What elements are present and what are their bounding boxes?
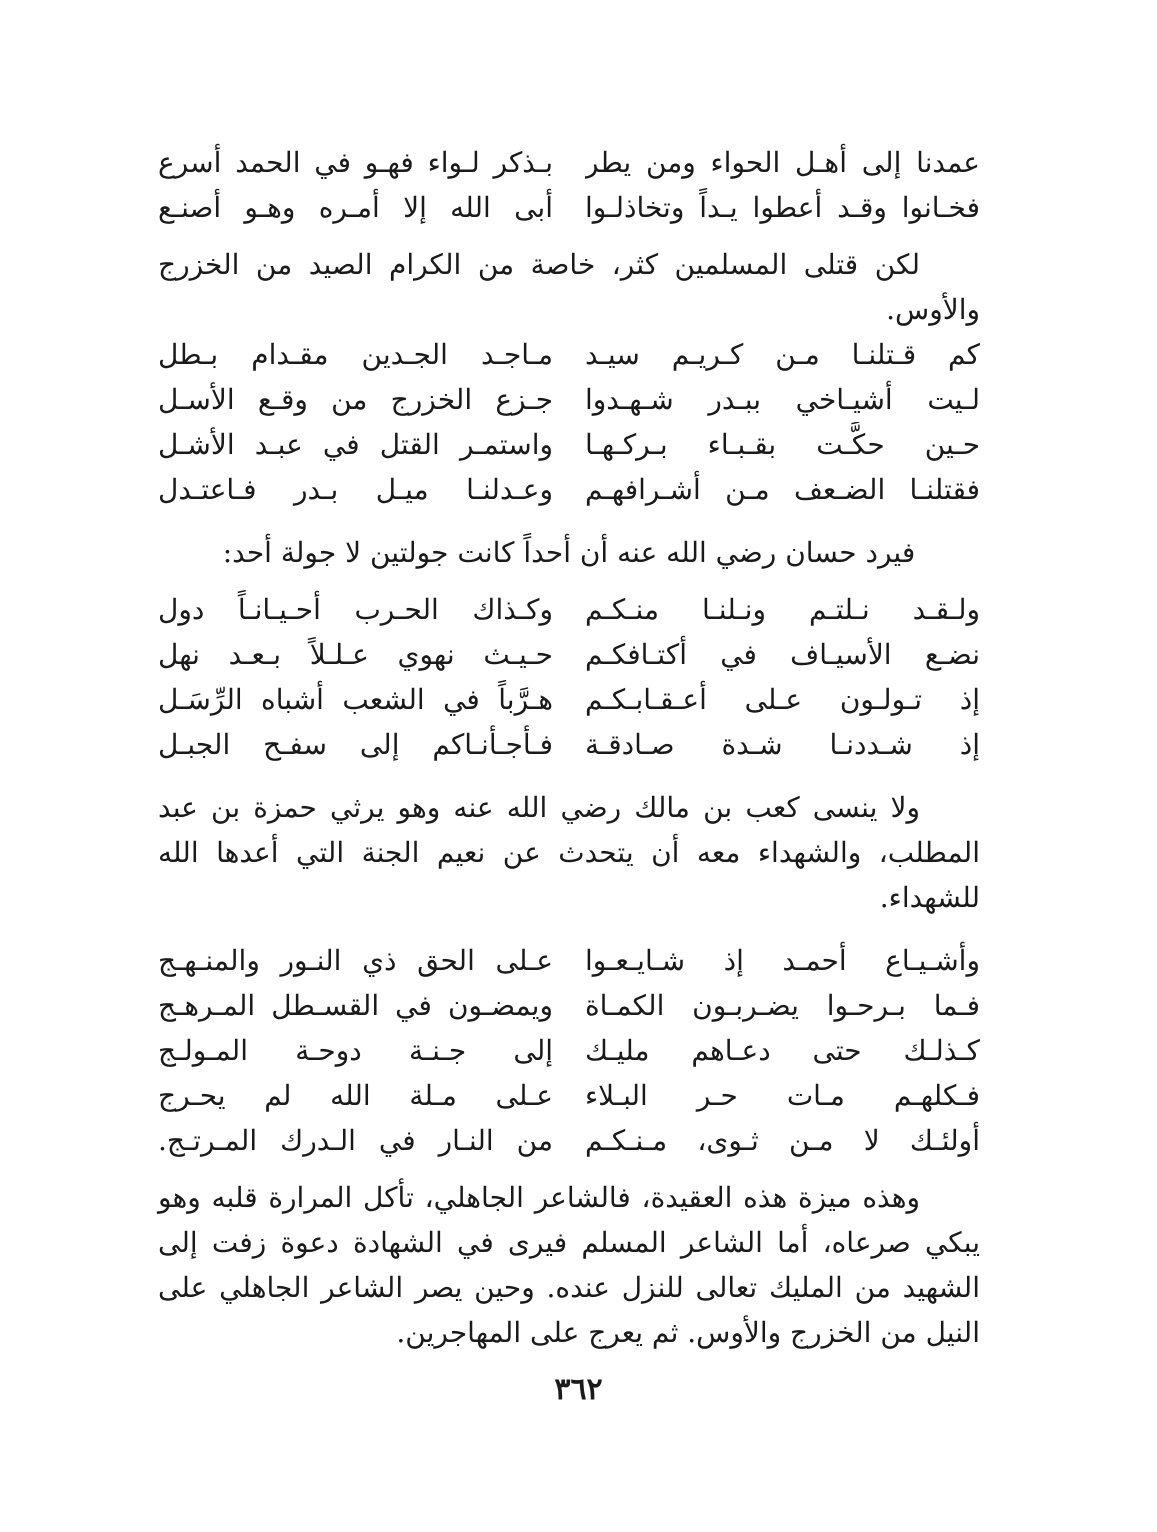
second-hemistich: إلى جـنـة دوحـة المـولـج <box>158 1034 553 1067</box>
first-hemistich: وأشـيـاع أحمـد إذ شـايـعـوا <box>585 944 980 977</box>
second-hemistich: بـذكر لـواء فهـو في الحمد أسرع <box>158 146 553 179</box>
first-hemistich: نضـع الأسيـاف في أكتـافكـم <box>585 638 980 671</box>
verse-line <box>158 1028 980 1073</box>
poem-2 <box>158 332 980 512</box>
second-hemistich: حـيـث نهوي عـلـلاً بـعـد نهل <box>158 638 553 671</box>
verse-line <box>158 587 980 632</box>
verse-line <box>158 677 980 722</box>
second-hemistich: من النـار في الـدرك المـرتـج. <box>158 1124 553 1157</box>
verse-line <box>158 938 980 983</box>
first-hemistich: فقتلنـا الضـعف مـن أشـرافهـم <box>585 473 980 506</box>
verse-line <box>158 632 980 677</box>
second-hemistich: جـزع الخزرج من وقـع الأسـل <box>158 383 553 416</box>
second-hemistich: ويمضـون في القسـطل المـرهـج <box>158 989 553 1022</box>
second-hemistich: عـلى مـلة الله لم يحـرج <box>158 1079 553 1112</box>
paragraph-2: فيرد حسان رضي الله عنه أن أحداً كانت جولتين لا جولة أحد: <box>222 536 916 569</box>
verse-line <box>158 467 980 512</box>
page-body <box>158 140 980 1355</box>
verse-line <box>158 332 980 377</box>
second-hemistich: وكـذاك الحـرب أحـيـانـاً دول <box>158 593 553 626</box>
first-hemistich: كم قـتلنـا مـن كـريـم سيـد <box>585 338 980 371</box>
verse-line <box>158 422 980 467</box>
second-hemistich: وعـدلنـا ميـل بـدر فـاعتـدل <box>158 473 553 506</box>
first-hemistich: عمدنا إلى أهـل الحواء ومن يطر <box>585 146 980 179</box>
second-hemistich: مـاجـد الجـدين مقـدام بـطل <box>158 338 553 371</box>
verse-line <box>158 1118 980 1163</box>
second-hemistich: عـلى الحق ذي النـور والمنـهـج <box>158 944 553 977</box>
first-hemistich: إذ شـددنـا شـدة صـادقـة <box>585 728 980 761</box>
second-hemistich: هـرَّباً في الشعب أشباه الرِّسَـل <box>158 683 553 716</box>
second-hemistich: واستمـر القتل في عبـد الأشـل <box>158 428 553 461</box>
poem-3 <box>158 587 980 767</box>
paragraph-4: وهذه ميزة هذه العقيدة، فالشاعر الجاهلي، تأكل المرارة قلبه وهو يبكي صرعاه، أما الشاعر المسلم فيرى في الشهادة دعوة زفت إلى الشهيد من المليك تعالى للنزل عنده. وحين يصر الشاعر الجاهلي على النيل من الخزرج والأوس. ثم يعرج على المهاجرين. <box>158 1181 980 1349</box>
first-hemistich: لـيت أشيـاخي ببـدر شـهـدوا <box>585 383 980 416</box>
first-hemistich: ولـقـد نـلتـم ونـلنـا منـكـم <box>585 593 980 626</box>
first-hemistich: كـذلـك حتى دعـاهم مليـك <box>585 1034 980 1067</box>
first-hemistich: أولئـك لا مـن ثـوى، مـنـكـم <box>585 1124 980 1157</box>
first-hemistich: فـما بـرحـوا يضـربـون الكمـاة <box>585 989 980 1022</box>
verse-line <box>158 377 980 422</box>
first-hemistich: فـكلهـم مـات حـر البـلاء <box>585 1079 980 1112</box>
verse-line <box>158 1073 980 1118</box>
paragraph-1: لكن قتلى المسلمين كثر، خاصة من الكرام الصيد من الخزرج والأوس. <box>158 248 980 326</box>
first-hemistich: فخـانوا وقـد أعطوا يـداً وتخاذلـوا <box>585 191 980 224</box>
poem-4 <box>158 938 980 1163</box>
second-hemistich: فـأجـأنـاكم إلى سفـح الجبـل <box>158 728 553 761</box>
verse-line <box>158 722 980 767</box>
page-number: ٣٦٢ <box>554 1372 603 1407</box>
verse-line <box>158 983 980 1028</box>
first-hemistich: إذ تـولـون عـلى أعـقـابـكـم <box>585 683 980 716</box>
paragraph-3: ولا ينسى كعب بن مالك رضي الله عنه وهو يرثي حمزة بن عبد المطلب، والشهداء معه أن يتحدث عن نعيم الجنة التي أعدها الله للشهداء. <box>158 791 980 914</box>
poem-1 <box>158 140 980 230</box>
verse-line <box>158 140 980 185</box>
verse-line <box>158 185 980 230</box>
second-hemistich: أبى الله إلا أمـره وهـو أصنـع <box>158 191 553 224</box>
first-hemistich: حـين حكَّـت بقـبـاء بـركـهـا <box>585 428 980 461</box>
